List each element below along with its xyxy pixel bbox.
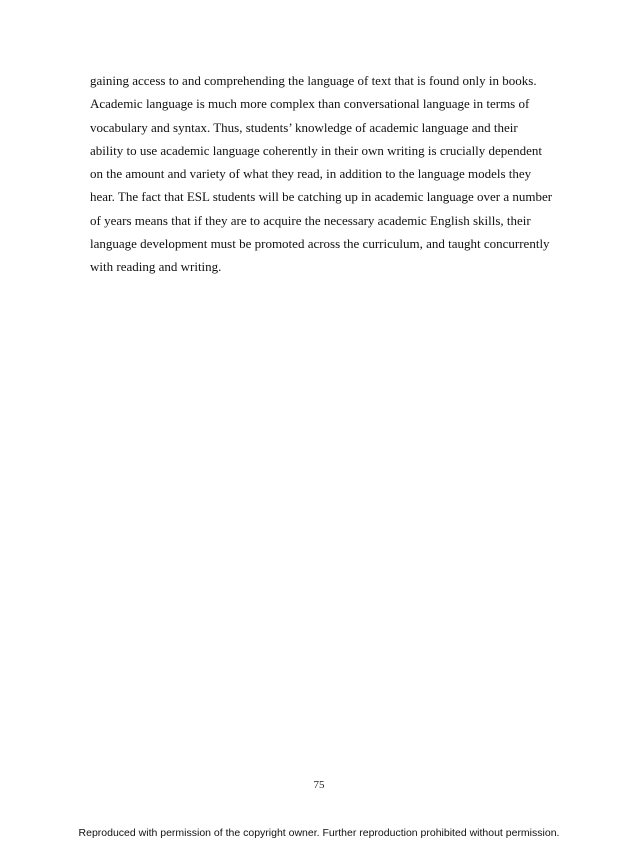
paragraph-line: vocabulary and syntax. Thus, students’ knowledge of academic language and their [90, 119, 518, 135]
copyright-notice: Reproduced with permission of the copyright owner. Further reproduction prohibited without permission. [78, 827, 560, 839]
paragraph-line: gaining access to and comprehending the language of text that is found only in books. [90, 73, 537, 88]
paragraph-line: ability to use academic language coherently in their own writing is crucially dependent [90, 142, 542, 158]
paragraph-line: with reading and writing. [90, 259, 222, 275]
paragraph-line: hear. The fact that ESL students will be catching up in academic language over a number [90, 189, 553, 205]
paragraph-line: Academic language is much more complex than conversational language in terms of [90, 96, 530, 112]
paragraph-line: language development must be promoted across the curriculum, and taught concurrently [90, 236, 550, 252]
paragraph-line: on the amount and variety of what they read, in addition to the language models they [90, 166, 532, 182]
body-paragraph [90, 69, 553, 279]
page-number: 75 [313, 779, 325, 791]
paragraph-line: of years means that if they are to acquire the necessary academic English skills, their [90, 212, 531, 228]
